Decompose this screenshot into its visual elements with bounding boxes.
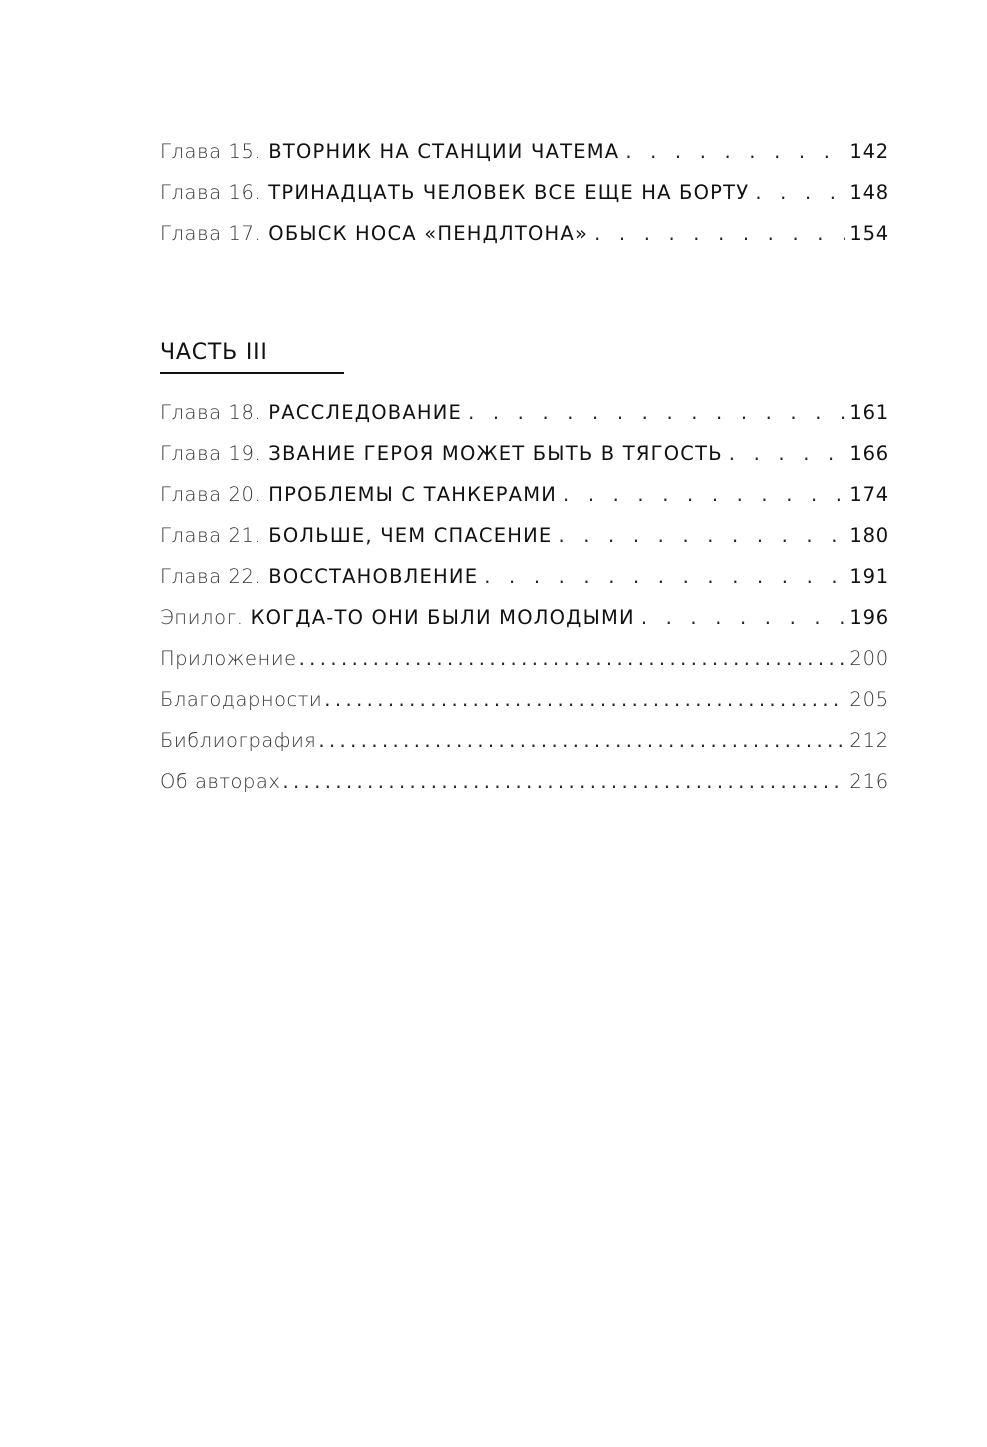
chapter-label: Глава 17. (160, 222, 262, 245)
chapter-title: ЗВАНИЕ ГЕРОЯ МОЖЕТ БЫТЬ В ТЯГОСТЬ (268, 442, 723, 465)
chapter-label: Глава 20. (160, 483, 262, 506)
dot-leader (619, 131, 845, 172)
page-number: 142 (849, 140, 889, 163)
page-number: 205 (849, 688, 889, 711)
toc-entry-chapter-22[interactable] (160, 556, 889, 597)
chapter-title: БОЛЬШЕ, ЧЕМ СПАСЕНИЕ (268, 524, 553, 547)
page-number: 148 (849, 181, 889, 204)
dot-leader (557, 474, 845, 515)
dot-leader (723, 433, 846, 474)
part-heading: ЧАСТЬ III (160, 334, 344, 374)
dot-leader (297, 638, 846, 679)
chapter-title: РАССЛЕДОВАНИЕ (268, 401, 463, 424)
section-title: Приложение (160, 647, 297, 670)
page-number: 216 (849, 770, 889, 793)
dot-leader (322, 679, 845, 720)
section-title: Благодарности (160, 688, 323, 711)
toc-entry-epilogue[interactable] (160, 597, 889, 638)
chapter-title: КОГДА-ТО ОНИ БЫЛИ МОЛОДЫМИ (250, 606, 635, 629)
chapter-label: Эпилог. (160, 606, 244, 629)
dot-leader (749, 172, 845, 213)
chapter-title: ПРОБЛЕМЫ С ТАНКЕРАМИ (268, 483, 558, 506)
chapter-title: ВОССТАНОВЛЕНИЕ (268, 565, 479, 588)
toc-chapters-15-17 (160, 131, 889, 254)
chapter-title: ОБЫСК НОСА «ПЕНДЛТОНА» (268, 222, 589, 245)
page-number: 154 (849, 222, 889, 245)
toc-entry-bibliography[interactable] (160, 720, 889, 761)
dot-leader (478, 556, 845, 597)
toc-entry-chapter-15[interactable] (160, 131, 889, 172)
page-number: 191 (849, 565, 889, 588)
page-number: 212 (849, 729, 889, 752)
page-number: 196 (849, 606, 889, 629)
chapter-title: ВТОРНИК НА СТАНЦИИ ЧАТЕМА (268, 140, 620, 163)
toc-entry-chapter-19[interactable] (160, 433, 889, 474)
toc-entry-chapter-20[interactable] (160, 474, 889, 515)
dot-leader (462, 392, 845, 433)
section-title: Об авторах (160, 770, 281, 793)
toc-entry-appendix[interactable] (160, 638, 889, 679)
dot-leader (552, 515, 845, 556)
dot-leader (316, 720, 845, 761)
page-number: 161 (849, 401, 889, 424)
toc-entry-chapter-21[interactable] (160, 515, 889, 556)
page-number: 166 (849, 442, 889, 465)
page-number: 174 (849, 483, 889, 506)
chapter-label: Глава 16. (160, 181, 262, 204)
chapter-title: ТРИНАДЦАТЬ ЧЕЛОВЕК ВСЕ ЕЩЕ НА БОРТУ (268, 181, 750, 204)
chapter-label: Глава 18. (160, 401, 262, 424)
chapter-label: Глава 19. (160, 442, 262, 465)
section-title: Библиография (160, 729, 317, 752)
chapter-label: Глава 21. (160, 524, 262, 547)
toc-entry-about-authors[interactable] (160, 761, 889, 802)
toc-entry-acknowledgements[interactable] (160, 679, 889, 720)
chapter-label: Глава 22. (160, 565, 262, 588)
toc-entry-chapter-16[interactable] (160, 172, 889, 213)
dot-leader (280, 761, 845, 802)
toc-entry-chapter-18[interactable] (160, 392, 889, 433)
page-number: 180 (849, 524, 889, 547)
dot-leader (588, 213, 845, 254)
toc-entry-chapter-17[interactable] (160, 213, 889, 254)
toc-part-three (160, 392, 889, 802)
page-number: 200 (849, 647, 889, 670)
dot-leader (635, 597, 846, 638)
chapter-label: Глава 15. (160, 140, 262, 163)
